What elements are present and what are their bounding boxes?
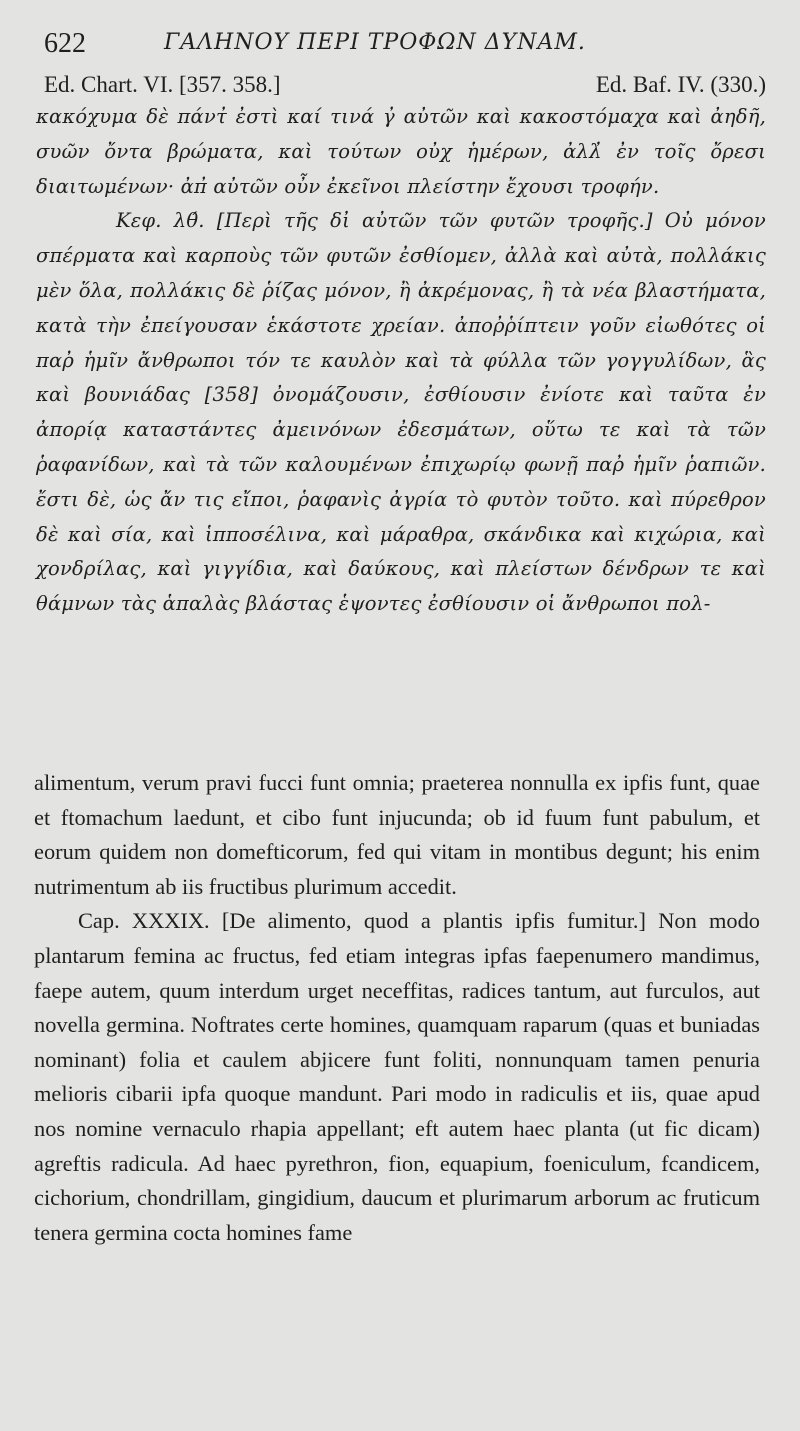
running-title: ΓΑΛΗΝΟΥ ΠΕΡΙ ΤΡΟΦΩΝ ΔΥΝΑΜ. xyxy=(164,30,586,55)
edition-reference-line xyxy=(44,72,766,102)
greek-text xyxy=(36,100,766,622)
page-number: 622 xyxy=(44,28,86,59)
latin-translation xyxy=(34,766,760,1250)
edition-reference-left: Ed. Chart. VI. [357. 358.] xyxy=(44,72,281,97)
latin-paragraph-1: alimentum, verum pravi fucci funt omnia; praeterea nonnulla ex ipfis funt, quae et ftomachum laedunt, et cibo funt injucunda; ob id fuum funt pabulum, et eorum quidem non domefticorum, fed qui vitam in montibus degunt; his enim nutrimentum ab iis fructibus plurimum accedit. xyxy=(34,770,760,899)
latin-paragraph-2: Cap. XXXIX. [De alimento, quod a plantis ipfis fumitur.] Non modo plantarum femina ac fructus, fed etiam integras ipfas faepenumero mandimus, faepe autem, quum interdum urget neceffitas, radices tantum, aut furculos, aut novella germina. Noftrates certe homines, quamquam raparum (quas et buniadas nominant) folia et caulem abjicere funt foliti, nonnunquam tamen penuria melioris cibarii ipfa quoque mandunt. Pari modo in radiculis et iis, quae apud nos nomine vernaculo rhapia appellant; eft autem haec planta (ut fic dicam) agreftis radicula. Ad haec pyrethron, fion, equapium, foeniculum, fcandicem, cichorium, chondrillam, gingidium, daucum et plurimarum arborum ac fruticum tenera germina cocta homines fame xyxy=(34,908,760,1245)
greek-paragraph-1: κακόχυμα δὲ πάντ̓ ἐστὶ καί τινά γ̓ αὐτῶν καὶ κακοστόμαχα καὶ ἀηδῆ, συῶν ὄντα βρώματα, καὶ τούτων οὐχ ἡμέρων, ἀλλ̓ ἐν τοῖς ὄρεσι διαιτωμένων· ἀπ̓ αὐτῶν οὖν ἐκεῖνοι πλείστην ἔχουσι τροφήν. xyxy=(36,105,766,198)
greek-paragraph-2: Κεφ. λθ́. [Περὶ τῆς δἰ αὐτῶν τῶν φυτῶν τροφῆς.] Οὐ μόνον σπέρματα καὶ καρποὺς τῶν φυτῶν ἐσθίομεν, ἀλλὰ καὶ αὐτὰ, πολλάκις μὲν ὅλα, πολλάκις δὲ ῥίζας μόνον, ἢ ἀκρέμονας, ἢ τὰ νέα βλαστήματα, κατὰ τὴν ἐπείγουσαν ἑκάστοτε χρείαν. ἀποῤῥίπτειν γοῦν εἰωθότες οἱ παῤ ἡμῖν ἄνθρωποι τόν τε καυλὸν καὶ τὰ φύλλα τῶν γογγυλίδων, ἃς καὶ βουνιάδας [358] ὀνομάζουσιν, ἐσθίουσιν ἐνίοτε καὶ ταῦτα ἐν ἀπορίᾳ καταστάντες ἀμεινόνων ἐδεσμάτων, οὕτω τε καὶ τὰ τῶν ῥαφανίδων, καὶ τὰ τῶν καλουμένων ἐπιχωρίῳ φωνῇ παῤ ἡμῖν ῥαπιῶν. ἔστι δὲ, ὡς ἄν τις εἴποι, ῥαφανὶς ἀγρία τὸ φυτὸν τοῦτο. καὶ πύρεθρον δὲ καὶ σία, καὶ ἱπποσέλινα, καὶ μάραθρα, σκάνδικα καὶ κιχώρια, καὶ χονδρίλας, καὶ γιγγίδια, καὶ δαύκους, καὶ πλείστων δένδρων τε καὶ θάμνων τὰς ἁπαλὰς βλάστας ἑψοντες ἐσθίουσιν οἱ ἄνθρωποι πολ- xyxy=(36,209,766,616)
running-header xyxy=(44,26,760,62)
edition-reference-right: Ed. Baf. IV. (330.) xyxy=(595,72,766,97)
